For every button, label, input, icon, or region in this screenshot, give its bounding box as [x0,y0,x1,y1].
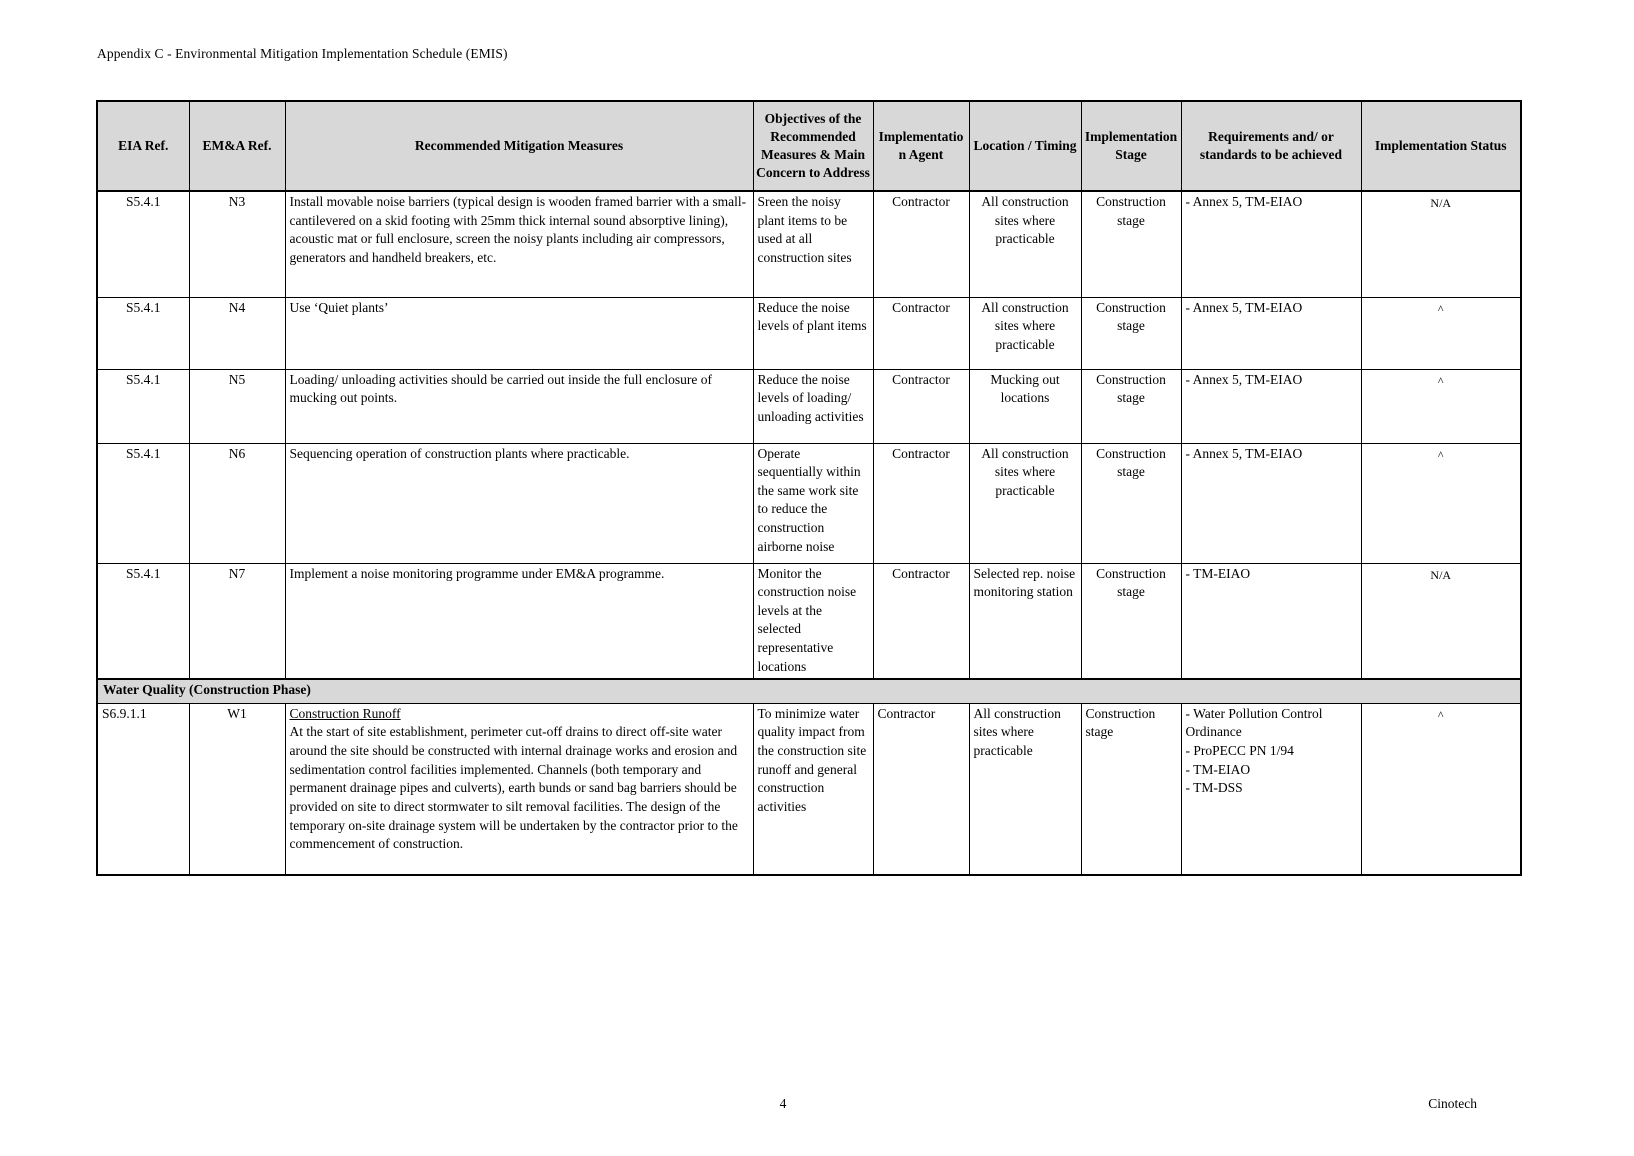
column-header-location-timing: Location / Timing [969,101,1081,191]
cell-agent: Contractor [873,443,969,563]
footer-company-name: Cinotech [1428,1096,1477,1111]
cell-objectives: Operate sequentially within the same work site to reduce the construction airborne noise [753,443,873,563]
cell-ema-ref: N3 [189,191,285,297]
cell-objectives: Monitor the construction noise levels at the selected representative locations [753,563,873,679]
cell-ema-ref: W1 [189,703,285,875]
table-row-n6 [97,443,1521,563]
cell-stage: Construction stage [1081,443,1181,563]
cell-ema-ref: N7 [189,563,285,679]
column-header-measures: Recommended Mitigation Measures [285,101,753,191]
cell-eia-ref: S5.4.1 [97,443,189,563]
cell-agent: Contractor [873,703,969,875]
cell-agent: Contractor [873,369,969,443]
cell-location: All construction sites where practicable [969,703,1081,875]
cell-objectives: Reduce the noise levels of plant items [753,297,873,369]
cell-stage: Construction stage [1081,369,1181,443]
column-header-eia-ref: EIA Ref. [97,101,189,191]
table-header-row [97,101,1521,191]
table-row-w1 [97,703,1521,875]
cell-requirements: - Annex 5, TM-EIAO [1181,191,1361,297]
cell-requirements: - TM-EIAO [1181,563,1361,679]
column-header-agent: Implementation Agent [873,101,969,191]
page-number: 4 [779,1096,787,1111]
requirement-item: - TM-EIAO [1185,761,1251,777]
requirement-item: - Water Pollution Control Ordinance [1185,705,1323,740]
column-header-status: Implementation Status [1361,101,1521,191]
cell-stage: Construction stage [1081,191,1181,297]
cell-objectives: To minimize water quality impact from the construction site runoff and general construction activities [753,703,873,875]
cell-requirements: - Annex 5, TM-EIAO [1181,297,1361,369]
cell-eia-ref: S5.4.1 [97,563,189,679]
cell-measures: Sequencing operation of construction plants where practicable. [285,443,753,563]
emis-table [96,100,1522,876]
cell-status: N/A [1361,191,1521,297]
cell-objectives: Sreen the noisy plant items to be used at all construction sites [753,191,873,297]
cell-status: ^ [1361,369,1521,443]
cell-location: Selected rep. noise monitoring station [969,563,1081,679]
requirement-item: - TM-DSS [1185,780,1243,796]
requirement-item: - ProPECC PN 1/94 [1185,743,1294,758]
column-header-stage: Implementation Stage [1081,101,1181,191]
cell-ema-ref: N5 [189,369,285,443]
cell-status: N/A [1361,563,1521,679]
cell-ema-ref: N6 [189,443,285,563]
cell-requirements: - Annex 5, TM-EIAO [1181,369,1361,443]
cell-agent: Contractor [873,191,969,297]
cell-location: All construction sites where practicable [969,297,1081,369]
cell-location: Mucking out locations [969,369,1081,443]
cell-stage: Construction stage [1081,563,1181,679]
cell-status: ^ [1361,297,1521,369]
cell-stage: Construction stage [1081,297,1181,369]
section-header-label: Water Quality (Construction Phase) [97,679,1521,703]
cell-measures: Install movable noise barriers (typical design is wooden framed barrier with a small-cantilevered on a skid footing with 25mm thick internal sound absorptive lining), acoustic mat or full enclosure, screen the noisy plants including air compressors, generators and handheld breakers, etc. [285,191,753,297]
document-title: Appendix C - Environmental Mitigation Implementation Schedule (EMIS) [97,46,508,61]
cell-eia-ref: S5.4.1 [97,369,189,443]
section-header-water-quality [97,679,1521,703]
column-header-objectives: Objectives of the Recommended Measures & Main Concern to Address [753,101,873,191]
cell-stage: Construction stage [1081,703,1181,875]
cell-status: ^ [1361,703,1521,875]
measures-body: At the start of site establishment, perimeter cut-off drains to direct off-site water around the site should be constructed with internal drainage works and erosion and sedimentation control facilities implemented. Channels (both temporary and permanent drainage pipes and culverts), earth bunds or sand bag barriers should be provided on site to direct stormwater to silt removal facilities. The design of the temporary on-site drainage system will be undertaken by the contractor prior to the commencement of construction. [289,724,738,852]
cell-location: All construction sites where practicable [969,191,1081,297]
cell-requirements [1181,703,1361,875]
column-header-requirements: Requirements and/ or standards to be achieved [1181,101,1361,191]
cell-requirements: - Annex 5, TM-EIAO [1181,443,1361,563]
cell-measures: Implement a noise monitoring programme under EM&A programme. [285,563,753,679]
cell-location: All construction sites where practicable [969,443,1081,563]
table-row-n4 [97,297,1521,369]
measures-heading: Construction Runoff [289,705,401,721]
cell-measures: Use ‘Quiet plants’ [285,297,753,369]
cell-eia-ref: S6.9.1.1 [97,703,189,875]
table-row-n7 [97,563,1521,679]
cell-eia-ref: S5.4.1 [97,297,189,369]
table-row-n5 [97,369,1521,443]
cell-eia-ref: S5.4.1 [97,191,189,297]
cell-ema-ref: N4 [189,297,285,369]
cell-agent: Contractor [873,563,969,679]
table-row-n3 [97,191,1521,297]
column-header-ema-ref: EM&A Ref. [189,101,285,191]
cell-status: ^ [1361,443,1521,563]
cell-agent: Contractor [873,297,969,369]
cell-measures: Loading/ unloading activities should be carried out inside the full enclosure of mucking out points. [285,369,753,443]
cell-measures [285,703,753,875]
cell-objectives: Reduce the noise levels of loading/ unloading activities [753,369,873,443]
